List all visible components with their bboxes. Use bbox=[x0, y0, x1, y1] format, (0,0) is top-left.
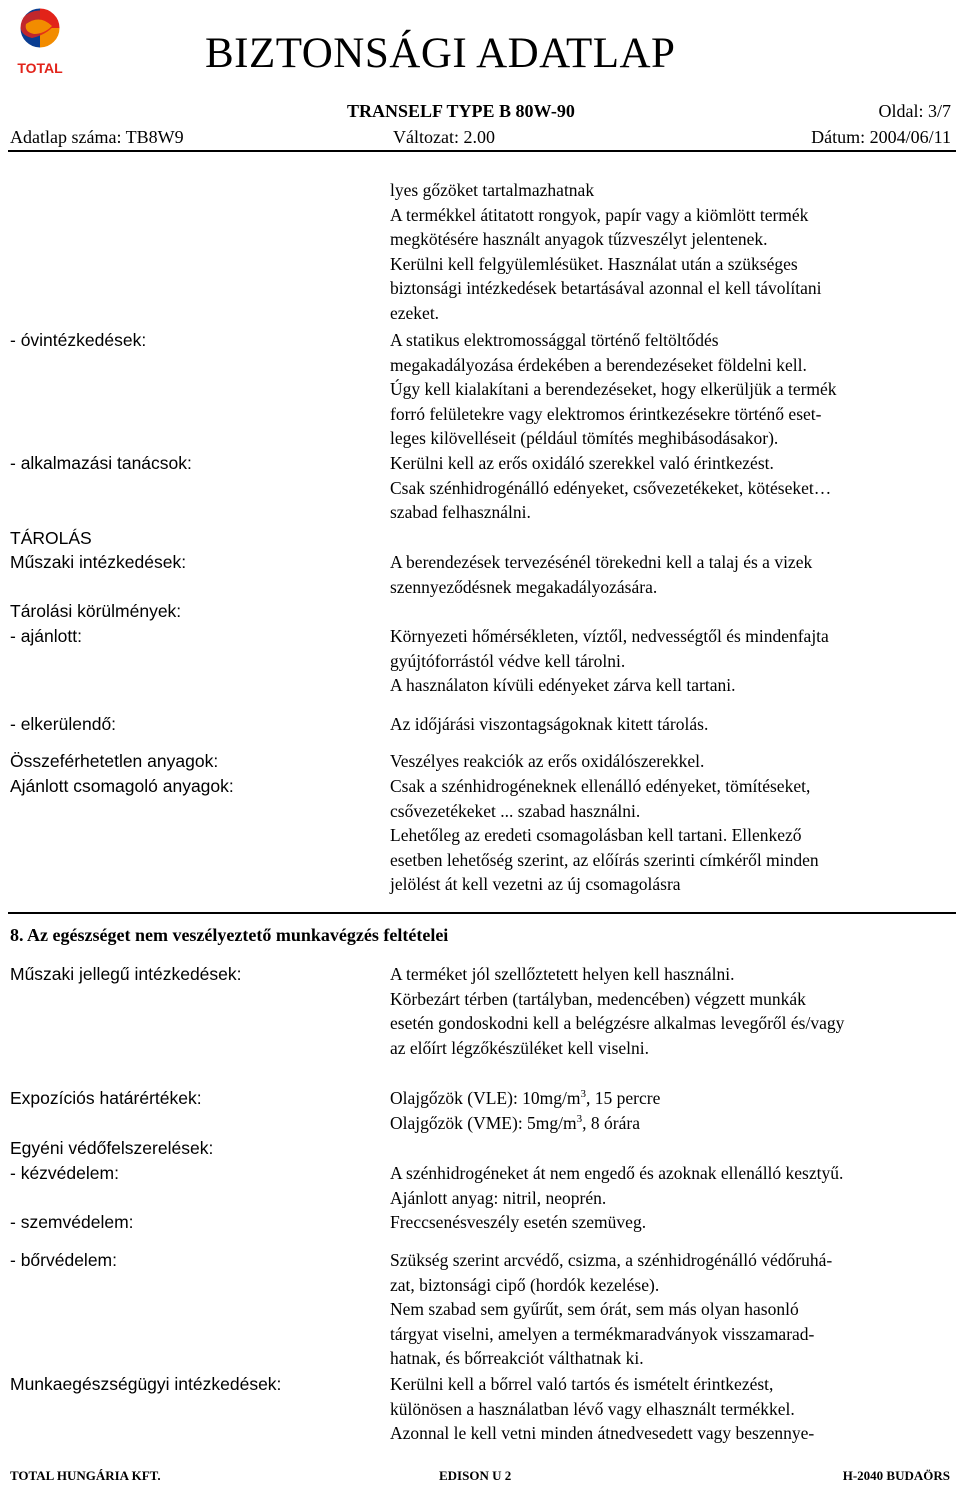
text-line: esetén gondoskodni kell a belégzésre alkalmas levegőről és/vagy bbox=[390, 1013, 845, 1033]
s8-technical-label: Műszaki jellegű intézkedések: bbox=[10, 964, 242, 984]
text-line: csővezetékeket ... szabad használni. bbox=[390, 800, 641, 821]
footer-address: EDISON U 2 bbox=[439, 1468, 512, 1483]
text-line: A használaton kívüli edényeket zárva kell tartani. bbox=[390, 675, 736, 695]
eye-text bbox=[390, 1210, 950, 1235]
version: Változat: 2.00 bbox=[393, 127, 495, 147]
ppe-label: Egyéni védőfelszerelések: bbox=[10, 1138, 214, 1158]
section-divider bbox=[8, 912, 956, 914]
text-line: Ajánlott anyag: nitril, neoprén. bbox=[390, 1187, 607, 1208]
text-line: A szénhidrogéneket át nem engedő és azoknak ellenálló kesztyű. bbox=[390, 1163, 844, 1183]
precautions-label: - óvintézkedések: bbox=[10, 330, 147, 350]
text-line: megakadályozása érdekében a berendezéseket földelni kell. bbox=[390, 354, 807, 375]
text-line: megkötésére használt anyagok tűzveszélyt jelentenek. bbox=[390, 229, 768, 249]
text-line: különösen a használatban lévő vagy elhasznált termékkel. bbox=[390, 1398, 795, 1419]
text-line: leges kilövelléseit (például tömítés meghibásodásakor). bbox=[390, 428, 779, 448]
text-line: lyes gőzöket tartalmazhatnak bbox=[390, 180, 595, 200]
text-line: hatnak, és bőrreakciót válthatnak ki. bbox=[390, 1348, 644, 1368]
skin-text bbox=[390, 1248, 950, 1371]
vme-exponent: 3 bbox=[576, 1112, 583, 1125]
vle-duration: , 15 percre bbox=[586, 1088, 661, 1108]
storage-conditions-label: Tárolási körülmények: bbox=[10, 601, 182, 621]
total-logo bbox=[10, 4, 70, 80]
date: Dátum: 2004/06/11 bbox=[811, 127, 951, 147]
exposure-vme bbox=[390, 1111, 950, 1136]
text-line: Lehetőleg az eredeti csomagolásban kell tartani. Ellenkező bbox=[390, 825, 802, 845]
text-line: Csak szénhidrogénálló edényeket, csővezetékeket, kötéseket… bbox=[390, 477, 832, 498]
avoid-text bbox=[390, 712, 950, 737]
text-line: Kerülni kell felgyülemlésüket. Használat után a szükséges bbox=[390, 253, 798, 274]
text-line: esetben lehetőség szerint, az előírás szerinti címkéről minden bbox=[390, 849, 819, 870]
text-line: A termékkel átitatott rongyok, papír vagy a kiömlött termék bbox=[390, 204, 809, 225]
text-line: ezeket. bbox=[390, 302, 440, 323]
vle-text: Olajgőzök (VLE): 10mg/m bbox=[390, 1088, 581, 1108]
incompatible-text bbox=[390, 749, 950, 774]
text-line: Környezeti hőmérsékleten, víztől, nedvességtől és mindenfajta bbox=[390, 626, 829, 646]
advice-label: - alkalmazási tanácsok: bbox=[10, 453, 192, 473]
exposure-vle bbox=[390, 1086, 950, 1111]
text-line: Szükség szerint arcvédő, csizma, a szénhidrogénálló védőruhá- bbox=[390, 1250, 833, 1270]
text-line: forró felületekre vagy elektromos érintkezésekre történő eset- bbox=[390, 403, 822, 424]
skin-label: - bőrvédelem: bbox=[10, 1250, 117, 1270]
eye-label: - szemvédelem: bbox=[10, 1212, 134, 1232]
text-line: Azonnal le kell vetni minden átnedvesedett vagy beszennye- bbox=[390, 1423, 815, 1443]
storage-technical-label: Műszaki intézkedések: bbox=[10, 552, 187, 572]
text-line: Úgy kell kialakítani a berendezéseket, hogy elkerüljük a termék bbox=[390, 379, 837, 399]
footer-city: H-2040 BUDAÖRS bbox=[842, 1468, 950, 1483]
header-divider bbox=[8, 150, 956, 152]
product-name: TRANSELF TYPE B 80W-90 bbox=[347, 101, 575, 121]
text-line: Csak a szénhidrogéneknek ellenálló edényeket, tömítéseket, bbox=[390, 776, 811, 796]
text-line: Körbezárt térben (tartályban, medencében) végzett munkák bbox=[390, 988, 806, 1009]
footer-company: TOTAL HUNGÁRIA KFT. bbox=[10, 1468, 161, 1483]
text-line: A statikus elektromossággal történő feltöltődés bbox=[390, 330, 719, 350]
precautions-text bbox=[390, 328, 950, 451]
section-8-title: 8. Az egészséget nem veszélyeztető munkavégzés feltételei bbox=[10, 925, 449, 945]
text-line: biztonsági intézkedések betartásával azonnal el kell távolítani bbox=[390, 278, 822, 298]
page-number: Oldal: 3/7 bbox=[878, 101, 951, 121]
text-line: Freccsenésveszély esetén szemüveg. bbox=[390, 1212, 647, 1232]
recommended-label: - ajánlott: bbox=[10, 626, 82, 646]
text-line: az előírt légzőkészüléket kell viselni. bbox=[390, 1037, 649, 1058]
exposure-text bbox=[390, 1086, 950, 1135]
packaging-label: Ajánlott csomagoló anyagok: bbox=[10, 776, 234, 796]
vle-exponent: 3 bbox=[580, 1088, 587, 1100]
exposure-label: Expozíciós határértékek: bbox=[10, 1088, 202, 1108]
recommended-text bbox=[390, 624, 950, 698]
text-line: A berendezések tervezésénél törekedni kell a talaj és a vizek bbox=[390, 552, 813, 572]
incompatible-label: Összeférhetetlen anyagok: bbox=[10, 751, 219, 771]
avoid-label: - elkerülendő: bbox=[10, 714, 117, 734]
text-line: A terméket jól szellőztetett helyen kell használni. bbox=[390, 964, 735, 984]
intro-text bbox=[390, 178, 950, 325]
text-line: szabad felhasználni. bbox=[390, 502, 531, 522]
hand-text bbox=[390, 1161, 950, 1210]
text-line: jelölést át kell vezetni az új csomagolásra bbox=[390, 874, 681, 894]
hand-label: - kézvédelem: bbox=[10, 1163, 119, 1183]
text-line: Az időjárási viszontagságoknak kitett tárolás. bbox=[390, 714, 709, 734]
logo-text: TOTAL bbox=[17, 60, 63, 76]
document-title: BIZTONSÁGI ADATLAP bbox=[205, 30, 676, 77]
occupational-text bbox=[390, 1372, 950, 1446]
s8-technical-text bbox=[390, 962, 950, 1060]
text-line: Veszélyes reakciók az erős oxidálószerekkel. bbox=[390, 751, 705, 771]
advice-text bbox=[390, 451, 950, 525]
text-line: Kerülni kell az erős oxidáló szerekkel való érintkezést. bbox=[390, 453, 774, 473]
text-line: zat, biztonsági cipő (hordók kezelése). bbox=[390, 1274, 660, 1295]
sheet-number: Adatlap száma: TB8W9 bbox=[10, 127, 184, 147]
text-line: Kerülni kell a bőrrel való tartós és ismételt érintkezést, bbox=[390, 1374, 774, 1394]
vme-text: Olajgőzök (VME): 5mg/m bbox=[390, 1112, 577, 1133]
occupational-label: Munkaegészségügyi intézkedések: bbox=[10, 1374, 282, 1394]
text-line: gyújtóforrástól védve kell tárolni. bbox=[390, 650, 626, 671]
text-line: szennyeződésnek megakadályozására. bbox=[390, 576, 658, 597]
text-line: Nem szabad sem gyűrűt, sem órát, sem más olyan hasonló bbox=[390, 1299, 799, 1319]
packaging-text bbox=[390, 774, 950, 897]
text-line: tárgyat viselni, amelyen a termékmaradványok visszamarad- bbox=[390, 1323, 815, 1344]
storage-technical-text bbox=[390, 550, 950, 599]
storage-heading: TÁROLÁS bbox=[10, 528, 92, 548]
vme-duration: , 8 órára bbox=[582, 1112, 640, 1133]
